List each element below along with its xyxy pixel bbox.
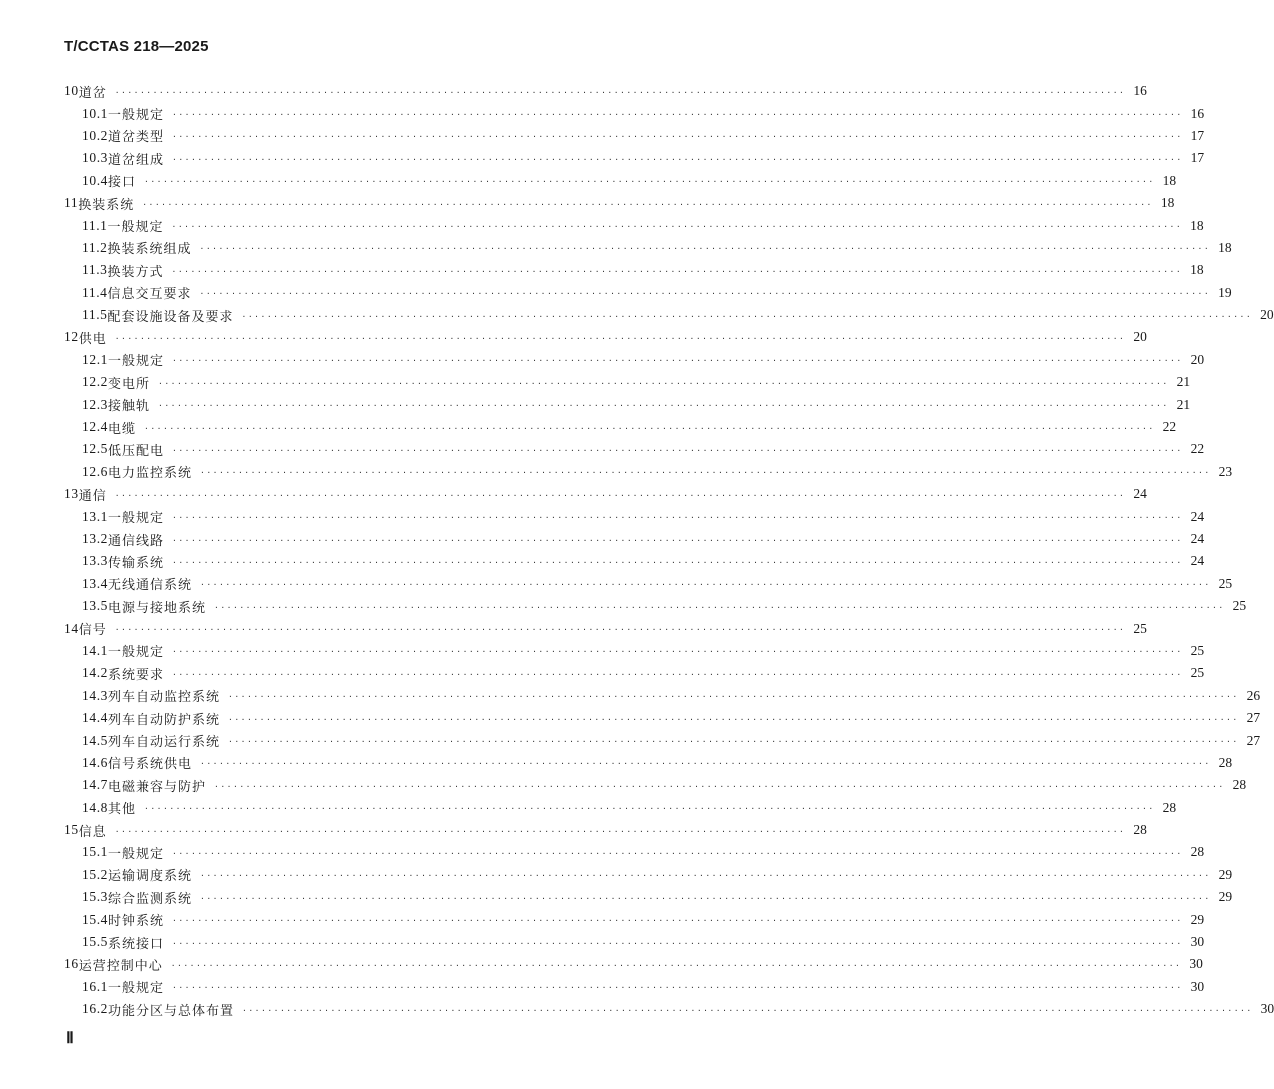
toc-entry-page: 28: [1133, 822, 1147, 838]
toc-entry-page: 29: [1218, 866, 1233, 882]
toc-dot-leader: ································································································································································: [158, 378, 1169, 388]
toc-dot-leader: ································································································································································: [114, 87, 1126, 97]
toc-dot-leader: ································································································································································: [228, 692, 1239, 702]
toc-entry-title: 综合监测系统: [108, 891, 193, 907]
toc-chapter-row[interactable]: [64, 80, 1147, 102]
toc-entry-title: 变电所: [108, 376, 151, 392]
toc-entry-title: 一般规定: [108, 354, 165, 370]
toc-section-row[interactable]: [64, 864, 1233, 886]
toc-entry-title: 运营控制中心: [78, 958, 163, 974]
toc-entry-page: 17: [1190, 150, 1205, 166]
toc-entry-title: 通信: [78, 488, 107, 504]
toc-dot-leader: ································································································································································: [171, 222, 1183, 232]
toc-dot-leader: ································································································································································: [172, 513, 1183, 523]
toc-entry-title: 道岔: [78, 85, 107, 101]
toc-entry-number: 12.2: [82, 374, 109, 390]
toc-dot-leader: ································································································································································: [200, 759, 1211, 769]
toc-entry-page: 25: [1218, 575, 1233, 591]
toc-entry-title: 道岔组成: [108, 152, 165, 168]
toc-entry-page: 27: [1246, 732, 1261, 748]
toc-entry-page: 16: [1190, 105, 1205, 121]
toc-dot-leader: ································································································································································: [242, 1005, 1253, 1015]
toc-entry-number: 11.2: [82, 239, 108, 255]
toc-entry-number: 13: [64, 486, 79, 502]
toc-entry-page: 25: [1190, 665, 1205, 681]
toc-entry-page: 25: [1232, 598, 1247, 614]
toc-dot-leader: ································································································································································: [172, 535, 1183, 545]
toc-entry-title: 列车自动防护系统: [108, 712, 221, 728]
toc-entry-number: 13.3: [82, 553, 109, 569]
toc-entry-page: 28: [1162, 799, 1177, 815]
toc-entry-title: 信息: [78, 824, 107, 840]
toc-entry-number: 14.1: [82, 642, 109, 658]
toc-entry-page: 18: [1190, 262, 1204, 278]
toc-section-row[interactable]: [64, 282, 1232, 304]
toc-entry-page: 30: [1189, 956, 1203, 972]
toc-entry-title: 系统要求: [108, 667, 165, 683]
toc-entry-title: 一般规定: [107, 220, 164, 236]
toc-entry-title: 列车自动监控系统: [108, 690, 221, 706]
toc-section-row[interactable]: [64, 595, 1247, 617]
toc-entry-page: 20: [1260, 307, 1274, 323]
toc-entry-title: 电力监控系统: [108, 466, 193, 482]
toc-entry-title: 电源与接地系统: [108, 600, 207, 616]
toc-entry-number: 14.2: [82, 665, 109, 681]
toc-entry-number: 15.1: [82, 844, 109, 860]
toc-section-row[interactable]: [64, 125, 1205, 147]
toc-chapter-row[interactable]: [64, 953, 1203, 975]
toc-entry-page: 19: [1218, 284, 1232, 300]
toc-entry-page: 29: [1190, 911, 1205, 927]
toc-dot-leader: ································································································································································: [114, 826, 1126, 836]
toc-entry-title: 运输调度系统: [108, 869, 193, 885]
toc-entry-title: 列车自动运行系统: [108, 735, 221, 751]
toc-dot-leader: ································································································································································: [200, 580, 1211, 590]
toc-chapter-row[interactable]: [64, 617, 1147, 639]
toc-entry-title: 一般规定: [108, 981, 165, 997]
toc-entry-title: 电磁兼容与防护: [108, 779, 207, 795]
toc-entry-number: 11.5: [82, 307, 108, 323]
toc-section-row[interactable]: [64, 170, 1177, 192]
toc-section-row[interactable]: [64, 304, 1274, 326]
toc-entry-number: 14.3: [82, 687, 109, 703]
toc-entry-number: 16.2: [82, 1001, 109, 1017]
toc-entry-number: 12: [64, 329, 79, 345]
toc-section-row[interactable]: [64, 998, 1274, 1020]
toc-entry-title: 电缆: [108, 421, 137, 437]
toc-section-row[interactable]: [64, 797, 1177, 819]
toc-dot-leader: ································································································································································: [199, 244, 1211, 254]
toc-dot-leader: ································································································································································: [172, 916, 1183, 926]
toc-dot-leader: ································································································································································: [144, 177, 1155, 187]
toc-dot-leader: ································································································································································: [200, 871, 1211, 881]
toc-entry-title: 无线通信系统: [108, 578, 193, 594]
toc-entry-number: 16: [64, 956, 79, 972]
toc-entry-number: 16.1: [82, 978, 109, 994]
toc-section-row[interactable]: [64, 214, 1204, 236]
toc-entry-number: 15.5: [82, 934, 109, 950]
toc-entry-page: 28: [1190, 844, 1205, 860]
toc-entry-number: 14.8: [82, 799, 109, 815]
toc-section-row[interactable]: [64, 729, 1261, 751]
toc-entry-number: 14.4: [82, 710, 109, 726]
toc-entry-number: 14.6: [82, 754, 109, 770]
toc-entry-number: 11.1: [82, 217, 108, 233]
toc-entry-page: 24: [1190, 531, 1205, 546]
toc-entry-number: 10.3: [82, 150, 109, 166]
toc-section-row[interactable]: [64, 259, 1204, 281]
toc-section-row[interactable]: [64, 371, 1191, 393]
toc-dot-leader: ································································································································································: [114, 625, 1126, 635]
toc-dot-leader: ································································································································································: [228, 714, 1239, 724]
toc-section-row[interactable]: [64, 662, 1205, 684]
toc-entry-number: 14.7: [82, 777, 109, 793]
toc-entry-number: 13.5: [82, 598, 109, 614]
toc-dot-leader: ································································································································································: [172, 647, 1183, 657]
toc-dot-leader: ································································································································································: [142, 199, 1153, 209]
toc-entry-number: 10.2: [82, 127, 109, 143]
toc-section-row[interactable]: [64, 931, 1205, 953]
toc-section-row[interactable]: [64, 707, 1261, 729]
toc-entry-page: 28: [1218, 754, 1233, 770]
page-number-footer: Ⅱ: [66, 1030, 74, 1047]
toc-dot-leader: ································································································································································: [172, 669, 1183, 679]
toc-entry-title: 低压配电: [108, 443, 165, 459]
toc-entry-number: 15.4: [82, 911, 109, 927]
toc-dot-leader: ································································································································································: [114, 333, 1126, 343]
toc-entry-page: 18: [1162, 172, 1177, 188]
toc-entry-number: 11.4: [82, 284, 108, 300]
toc-entry-number: 11: [64, 195, 79, 211]
toc-entry-title: 一般规定: [108, 645, 165, 661]
toc-entry-page: 30: [1190, 934, 1205, 950]
toc-section-row[interactable]: [64, 147, 1205, 169]
toc-entry-page: 22: [1162, 419, 1177, 435]
toc-entry-number: 10.1: [82, 105, 109, 121]
toc-entry-title: 系统接口: [108, 936, 165, 952]
toc-chapter-row[interactable]: [64, 192, 1175, 214]
toc-entry-title: 通信线路: [108, 533, 165, 549]
toc-entry-page: 29: [1218, 889, 1233, 905]
toc-entry-page: 24: [1190, 508, 1205, 524]
toc-dot-leader: ································································································································································: [200, 893, 1211, 903]
toc-entry-title: 道岔类型: [108, 130, 165, 146]
toc-chapter-row[interactable]: [64, 819, 1147, 841]
toc-dot-leader: ································································································································································: [200, 468, 1211, 478]
toc-entry-number: 12.3: [82, 396, 109, 412]
toc-entry-title: 信号系统供电: [108, 757, 193, 773]
toc-dot-leader: ································································································································································: [172, 983, 1183, 993]
toc-entry-number: 13.2: [82, 531, 109, 546]
table-of-contents: [64, 80, 1274, 1020]
toc-section-row[interactable]: [64, 505, 1205, 527]
toc-entry-page: 27: [1246, 710, 1261, 726]
toc-dot-leader: ································································································································································: [172, 557, 1183, 567]
toc-dot-leader: ································································································································································: [144, 423, 1155, 433]
toc-entry-title: 信息交互要求: [107, 287, 192, 303]
toc-dot-leader: ································································································································································: [158, 401, 1169, 411]
toc-entry-page: 30: [1190, 978, 1205, 994]
toc-dot-leader: ································································································································································: [241, 311, 1253, 321]
toc-section-row[interactable]: [64, 908, 1205, 930]
toc-entry-page: 23: [1218, 463, 1233, 479]
toc-entry-title: 一般规定: [108, 846, 165, 862]
toc-entry-title: 换装方式: [107, 264, 164, 280]
toc-entry-page: 20: [1133, 329, 1147, 345]
toc-dot-leader: ································································································································································: [114, 490, 1126, 500]
toc-entry-title: 接触轨: [108, 399, 151, 415]
toc-entry-title: 供电: [78, 331, 107, 347]
toc-entry-number: 13.1: [82, 508, 109, 524]
toc-entry-title: 一般规定: [108, 108, 165, 124]
toc-section-row[interactable]: [64, 438, 1205, 460]
toc-entry-page: 20: [1190, 351, 1205, 367]
toc-entry-page: 28: [1232, 777, 1247, 793]
toc-entry-title: 时钟系统: [108, 914, 165, 930]
toc-section-row[interactable]: [64, 393, 1191, 415]
toc-dot-leader: ································································································································································: [172, 110, 1183, 120]
toc-entry-number: 12.1: [82, 351, 109, 367]
toc-entry-title: 换装系统组成: [107, 242, 192, 258]
toc-entry-title: 信号: [78, 623, 107, 639]
toc-section-row[interactable]: [64, 640, 1205, 662]
toc-entry-number: 15.3: [82, 889, 109, 905]
toc-entry-title: 一般规定: [108, 511, 165, 527]
toc-entry-number: 10.4: [82, 172, 109, 188]
toc-entry-page: 17: [1190, 127, 1205, 143]
toc-dot-leader: ································································································································································: [144, 804, 1155, 814]
toc-entry-title: 其他: [108, 802, 137, 818]
toc-entry-page: 25: [1133, 620, 1147, 636]
toc-entry-title: 传输系统: [108, 555, 165, 571]
toc-entry-number: 10: [64, 83, 79, 99]
toc-section-row[interactable]: [64, 461, 1233, 483]
toc-entry-page: 18: [1160, 195, 1175, 211]
toc-section-row[interactable]: [64, 416, 1177, 438]
toc-entry-number: 15: [64, 822, 79, 838]
toc-section-row[interactable]: [64, 976, 1205, 998]
toc-entry-title: 接口: [108, 175, 137, 191]
toc-entry-title: 换装系统: [78, 197, 135, 213]
toc-section-row[interactable]: [64, 573, 1233, 595]
toc-entry-page: 25: [1190, 642, 1205, 658]
toc-entry-number: 13.4: [82, 575, 109, 591]
toc-dot-leader: ································································································································································: [214, 602, 1225, 612]
toc-entry-number: 12.6: [82, 463, 109, 479]
toc-chapter-row[interactable]: [64, 483, 1147, 505]
toc-entry-number: 11.3: [82, 262, 108, 278]
toc-dot-leader: ································································································································································: [228, 737, 1239, 747]
toc-dot-leader: ································································································································································: [171, 266, 1183, 276]
toc-entry-number: 14: [64, 620, 79, 636]
toc-entry-title: 配套设施设备及要求: [107, 309, 234, 325]
toc-section-row[interactable]: [64, 886, 1233, 908]
toc-entry-number: 12.5: [82, 441, 109, 457]
toc-section-row[interactable]: [64, 685, 1261, 707]
toc-entry-page: 30: [1260, 1001, 1274, 1017]
toc-section-row[interactable]: [64, 237, 1232, 259]
toc-section-row[interactable]: [64, 349, 1205, 371]
toc-entry-number: 12.4: [82, 419, 109, 435]
toc-dot-leader: ································································································································································: [172, 154, 1183, 164]
toc-chapter-row[interactable]: [64, 326, 1147, 348]
toc-dot-leader: ································································································································································: [170, 960, 1182, 970]
toc-entry-page: 21: [1176, 396, 1191, 412]
toc-entry-page: 24: [1190, 553, 1205, 569]
toc-dot-leader: ································································································································································: [172, 132, 1183, 142]
toc-dot-leader: ································································································································································: [214, 781, 1225, 791]
toc-section-row[interactable]: [64, 752, 1233, 774]
toc-dot-leader: ································································································································································: [172, 356, 1183, 366]
toc-entry-page: 18: [1190, 217, 1204, 233]
toc-entry-title: 功能分区与总体布置: [108, 1003, 235, 1019]
toc-entry-page: 22: [1190, 441, 1205, 457]
toc-entry-number: 14.5: [82, 732, 109, 748]
toc-section-row[interactable]: [64, 841, 1205, 863]
toc-dot-leader: ································································································································································: [172, 848, 1183, 858]
toc-entry-number: 15.2: [82, 866, 109, 882]
toc-section-row[interactable]: [64, 528, 1205, 550]
toc-entry-page: 21: [1176, 374, 1191, 390]
toc-dot-leader: ································································································································································: [199, 289, 1211, 299]
document-code-header: T/CCTAS 218—2025: [64, 38, 209, 55]
toc-section-row[interactable]: [64, 774, 1247, 796]
toc-section-row[interactable]: [64, 102, 1205, 124]
toc-section-row[interactable]: [64, 550, 1205, 572]
toc-entry-page: 24: [1133, 486, 1147, 502]
toc-dot-leader: ································································································································································: [172, 445, 1183, 455]
toc-entry-page: 16: [1133, 83, 1147, 99]
toc-entry-page: 26: [1246, 687, 1261, 703]
toc-dot-leader: ································································································································································: [172, 938, 1183, 948]
toc-entry-page: 18: [1218, 239, 1232, 255]
